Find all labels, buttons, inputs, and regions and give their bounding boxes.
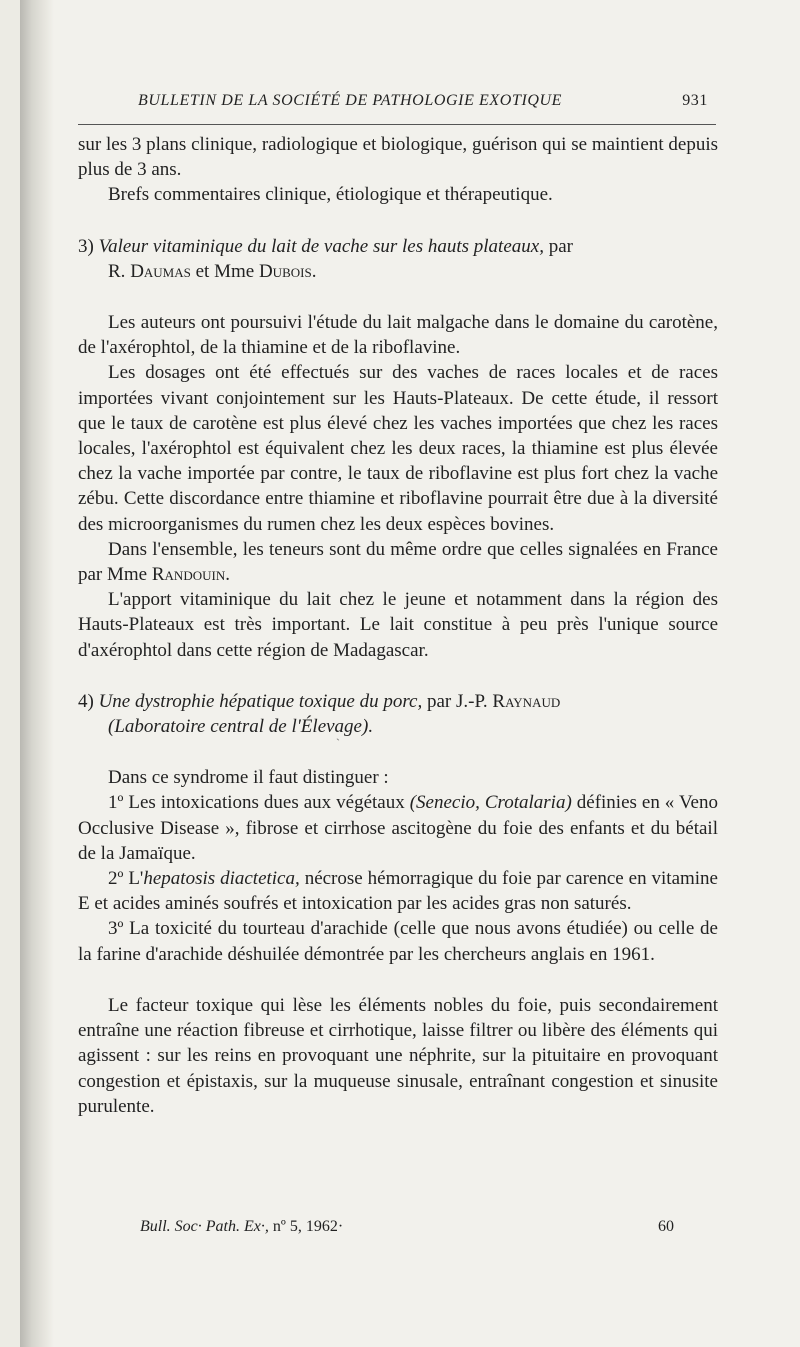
section-heading-3: 3) Valeur vitaminique du lait de vache sur les hauts plateaux, par R. Daumas et Mme Dubois. [78, 235, 573, 282]
section-heading-4: 4) Une dystrophie hépatique toxique du porc, par J.-P. Raynaud (Laboratoire central de l'Élevage). [78, 690, 561, 738]
paragraph: Dans ce syndrome il faut distinguer : [108, 767, 389, 789]
paragraph: Les dosages ont été effectués sur des vaches de races locales et de races importées vivant conjointement sur les Hauts-Plateaux. De cette étude, il ressort que le taux de carotène est plus élevé chez les vaches importées que chez les races locales, l'axérophtol est équivalent chez les deux races, la thiamine est plus élevée chez la vache importée par contre, le taux de riboflavine est plus fort chez la vache zébu. Cette discordance entre thiamine et riboflavine pourrait être due à la diversité des microorganismes du rumen chez les deux espèces bovines. [78, 362, 718, 535]
page-body [78, 132, 718, 1119]
running-title: BULLETIN DE LA SOCIÉTÉ DE PATHOLOGIE EXOTIQUE [138, 92, 563, 109]
page [20, 0, 800, 1347]
paragraph: L'apport vitaminique du lait chez le jeune et notamment dans la région des Hauts-Plateaux est très important. Le lait constitue à peu près l'unique source d'axérophtol dans cette région de Madagascar. [78, 589, 718, 661]
running-header [138, 92, 708, 110]
article-title: Une dystrophie hépatique toxique du porc, [98, 690, 423, 712]
article-title: Valeur vitaminique du lait de vache sur les hauts plateaux, [98, 235, 544, 257]
list-item: 1º Les intoxications dues aux végétaux (Senecio, Crotalaria) définies en « Veno Occlusive Disease », fibrose et cirrhose ascitogène du foie des enfants et du bétail de la Jamaïque. [78, 792, 718, 864]
list-item: 3º La toxicité du tourteau d'arachide (celle que nous avons étudiée) ou celle de la farine d'arachide déshuilée démontrée par les chercheurs anglais en 1961. [78, 918, 718, 965]
affiliation: (Laboratoire central de l'Élevage). [108, 716, 374, 738]
paragraph: Le facteur toxique qui lèse les éléments nobles du foie, puis secondairement entraîne une réaction fibreuse et cirrhotique, laisse filtrer ou libère des éléments qui agissent : sur les reins en provoquant une néphrite, sur la pituitaire en provoquant congestion et épistaxis, sur la muqueuse sinusale, entraînant congestion et sinusite purulente. [78, 994, 718, 1117]
page-number: 931 [682, 92, 708, 109]
list-item: 2º L'hepatosis diactetica, nécrose hémorragique du foie par carence en vitamine E et acides aminés soufrés et intoxication par les acides gras non saturés. [78, 868, 718, 915]
author-name: Daumas [130, 260, 191, 282]
footer [140, 1218, 674, 1236]
paragraph: Les auteurs ont poursuivi l'étude du lait malgache dans le domaine du carotène, de l'axérophtol, de la thiamine et de la riboflavine. [78, 312, 718, 359]
author-name: Dubois [258, 260, 312, 282]
citation-journal: Bull. Soc· Path. Ex·, [140, 1218, 269, 1235]
book-binding-shadow [20, 0, 54, 1347]
signature-mark: 60 [658, 1218, 674, 1235]
citation-issue: nº 5, 1962· [272, 1218, 344, 1235]
paragraph: Dans l'ensemble, les teneurs sont du même ordre que celles signalées en France par Mme Randouin. [78, 538, 718, 586]
paragraph: Brefs commentaires clinique, étiologique et thérapeutique. [108, 184, 553, 206]
header-rule [78, 124, 716, 125]
stray-mark: ` [336, 736, 340, 750]
author-name: Raynaud [492, 690, 561, 712]
author-name: Randouin [151, 564, 226, 586]
paragraph: sur les 3 plans clinique, radiologique et biologique, guérison qui se maintient depuis plus de 3 ans. [78, 134, 718, 181]
